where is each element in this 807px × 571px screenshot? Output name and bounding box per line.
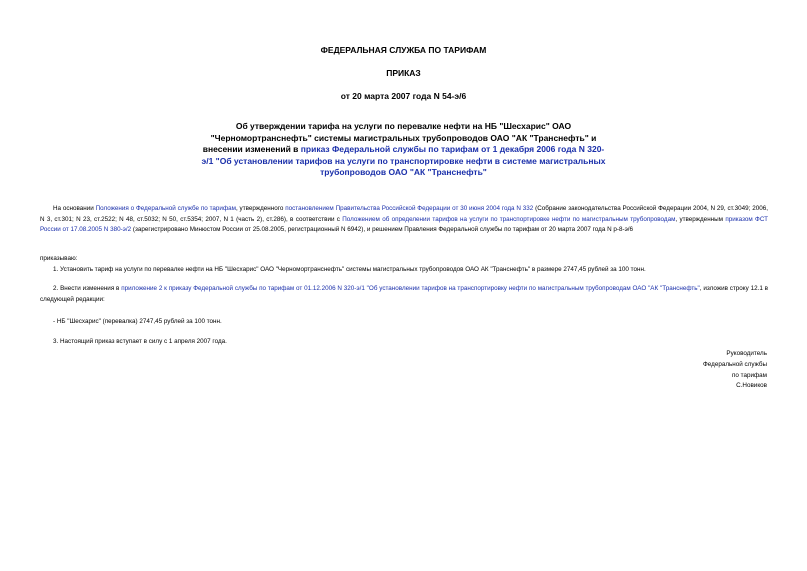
document-title: [200, 121, 607, 179]
title-text: Об утверждении тарифа на услуги по перевалке нефти на НБ "Шесхарис" ОАО "Черномортранснефть" системы магистральных трубопроводов ОАО "АК "Транснефть" и внесении изменений в: [202, 121, 597, 155]
signature-line-3: по тарифам: [731, 371, 767, 379]
doc-type-heading: ПРИКАЗ: [386, 68, 421, 78]
signature-line-2: Федеральной службы: [703, 360, 767, 368]
preamble-text: , утвержденного: [235, 205, 286, 212]
preamble-paragraph: [40, 204, 768, 236]
preamble-text: (Собрание законодательства Российской Федерации 2004, N 29, ст.3049; 2006, N 3, ст.301; N 23, ст.2522; N 48, ст.5032; N 50, ст.5354; 2007, N 1 (часть 2), ст.286), в соответствии с: [40, 205, 768, 223]
signature-name: С.Новиков: [736, 382, 767, 390]
item-1: 1. Установить тариф на услуги по перевалке нефти на НБ "Шесхарис" ОАО "Черномортранснефть" системы магистральных трубопроводов ОАО АК "Транснефть" в размере 2747,45 рублей за 100 тонн.: [53, 266, 646, 273]
item-3: 3. Настоящий приказ вступает в силу с 1 апреля 2007 года.: [53, 338, 227, 345]
agency-heading: ФЕДЕРАЛЬНАЯ СЛУЖБА ПО ТАРИФАМ: [320, 45, 487, 55]
fst-order-link[interactable]: приказом ФСТ России от 17.08.2005 N 380-э/2: [40, 215, 769, 234]
signature-line-1: Руководитель: [726, 350, 767, 357]
regulation-link[interactable]: Положения о Федеральной службе по тарифам: [95, 205, 236, 212]
preamble-text: , утвержденным: [675, 215, 726, 223]
item-2-line: - НБ "Шесхарис" (перевалка) 2747,45 рублей за 100 тонн.: [53, 318, 222, 325]
government-decree-link[interactable]: постановлением Правительства Российской Федерации от 30 июня 2004 года N 332: [285, 205, 534, 212]
title-link[interactable]: приказ Федеральной службы по тарифам от 1 декабря 2006 года N 320-э/1 "Об установлении тарифов на услуги по транспортировке нефти в системе магистральных трубопроводов ОАО "АК "Транснефть": [201, 144, 606, 178]
item-2: [40, 284, 768, 305]
preamble-text: На основании: [53, 205, 96, 212]
tariff-regulation-link[interactable]: Положением об определении тарифов на услуги по транспортировке нефти по магистральным трубопроводам: [342, 215, 676, 223]
item-2-text: 2. Внести изменения в: [53, 285, 122, 292]
item-2-text-end: , изложив строку 12.1 в следующей редакции:: [40, 285, 768, 303]
preamble-text: (зарегистрировано Минюстом России от 25.08.2005, регистрационный N 6942), и решением Правления Федеральной службы по тарифам от 20 марта 2007 года N р-8-э/6: [131, 226, 634, 234]
date-line: от 20 марта 2007 года N 54-э/6: [340, 91, 467, 101]
signature-block: [567, 349, 767, 392]
appendix-link[interactable]: приложение 2 к приказу Федеральной службы по тарифам от 01.12.2006 N 320-э/1 "Об установлении тарифов на транспортировку нефти по магистральным трубопроводам ОАО "АК "Транснефть": [121, 285, 700, 292]
order-word: приказываю:: [40, 255, 78, 262]
